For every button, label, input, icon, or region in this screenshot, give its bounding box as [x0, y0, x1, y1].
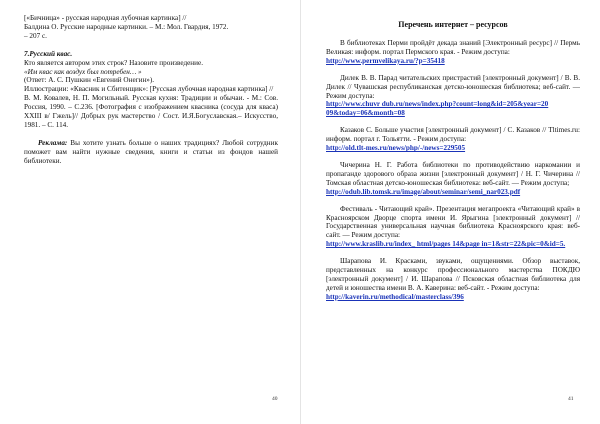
resource-link-wrap [326, 144, 580, 153]
resource-link[interactable]: http://old.tlt-mes.ru/news/php/-/news=229505 [326, 144, 466, 153]
quiz-title: 7.Русский квас. [24, 49, 73, 58]
resource-link[interactable]: http://odub.lib.tomsk.ru/image/about/seminar/semi_nar023.pdf [326, 187, 521, 196]
resource-link-wrap [326, 240, 580, 249]
quiz-question: Кто является автором этих строк? Назовите произведение. [24, 58, 203, 67]
quiz-quote: «Им квас как воздух был потребен… » [24, 67, 142, 76]
resource-link[interactable]: http://www.chuvr dub.ru/news/index.php?count=long&id=205&year=20 09&today=06&month=08 [326, 100, 549, 118]
resource-entry: Чичерина Н. Г. Работа библиотеки по противодействию наркомании и пропаганде здорового образа жизни [электронный документ] / Н. Г. Чичерина // Томская областная детско-юношеская библиотека: веб-сайт. — Режим доступа; [326, 160, 580, 187]
resource-link-wrap [326, 100, 580, 118]
page-heading: Перечень интернет – ресурсов [398, 20, 508, 29]
advert-label: Реклама: [38, 138, 68, 147]
resource-link-wrap [326, 188, 580, 197]
resource-link[interactable]: http://kaverin.ru/methodical/masterclass/396 [326, 292, 464, 301]
top-line: Балдина О. Русские народные картинки. – М.: Мол. Гвардия, 1972. [24, 22, 229, 31]
right-page [300, 0, 600, 424]
illustration-reference: Иллюстрации: «Квасник и Сбитенщик»: [Русская лубочная народная картинка] // [24, 85, 274, 94]
advert-paragraph [24, 139, 278, 166]
resource-entry: Фестиваль - Читающий край». Презентация мегапроекта «Читающий край» в Красноярском Дворце спорта имени И. Ярыгина [электронный документ] // Государственная универсальная научная библиотека Красноярского края: веб-сайт. — Режим доступа: [326, 204, 580, 240]
top-line: – 207 с. [24, 31, 47, 40]
resource-link-wrap [326, 293, 580, 302]
quiz-answer: (Ответ: А. С. Пушкин «Евгений Онегин»). [24, 76, 155, 85]
advert-text: Вы хотите узнать больше о наших традициях? Любой сотрудник поможет вам найти нужные сведения, книги и статьи из фондов нашей библиотеки. [24, 138, 278, 165]
resource-link[interactable]: http://www.kraslib.ru/index_ html/pages 14&page in=1&str=22&pic=0&id=5. [326, 240, 566, 249]
resource-link[interactable]: http://www.permvelikaya.ru/?p=35418 [326, 56, 445, 65]
resource-link-wrap [326, 57, 580, 66]
book-reference: В. М. Ковалев, Н. П. Могильный. Русская кухня: Традиции и обычаи. - М.: Сов. Россия, 1990. – С.236. [Фотография с изображением квасника (сосуда для кваса) XXIII в/ Гжель]// Добрых рук мастерство / Сост. И.Я.Богуславская.– Искусство, 1981. – С. 114. [24, 94, 278, 129]
resource-entry: В библиотеках Перми пройдёт декада знаний [Электронный ресурс] // Пермь Великая: информ. портал Пермского края. - Режим доступа: [326, 39, 580, 56]
resource-entry: Шарапова И. Красками, звуками, ощущениями. Обзор выставок, представленных на конкурс профессионального мастерства ПОКДЮ [электронный документ] / И. Шарапова // Псковская областная библиотека для детей и юношества имени В. А. Каверина: веб-сайт. - Режим доступа: [326, 257, 580, 292]
page-number-right: 41 [568, 396, 574, 402]
page-number-left: 40 [272, 396, 278, 402]
top-line: [«Бичница» - русская народная лубочная картинка] // [24, 14, 187, 22]
resource-entry: Казаков С. Больше участия [электронный документ] / С. Казаков // Tltimes.ru: информ. портал г. Тольятти. - Режим доступа: [326, 126, 580, 144]
resource-entry: Дилек В. В. Парад читательских пристрастий [электронный документ] / В. В. Дилек // Чувашская республиканская детско-юношеская библиотека; веб-сайт. — Режим доступа: [326, 73, 580, 100]
